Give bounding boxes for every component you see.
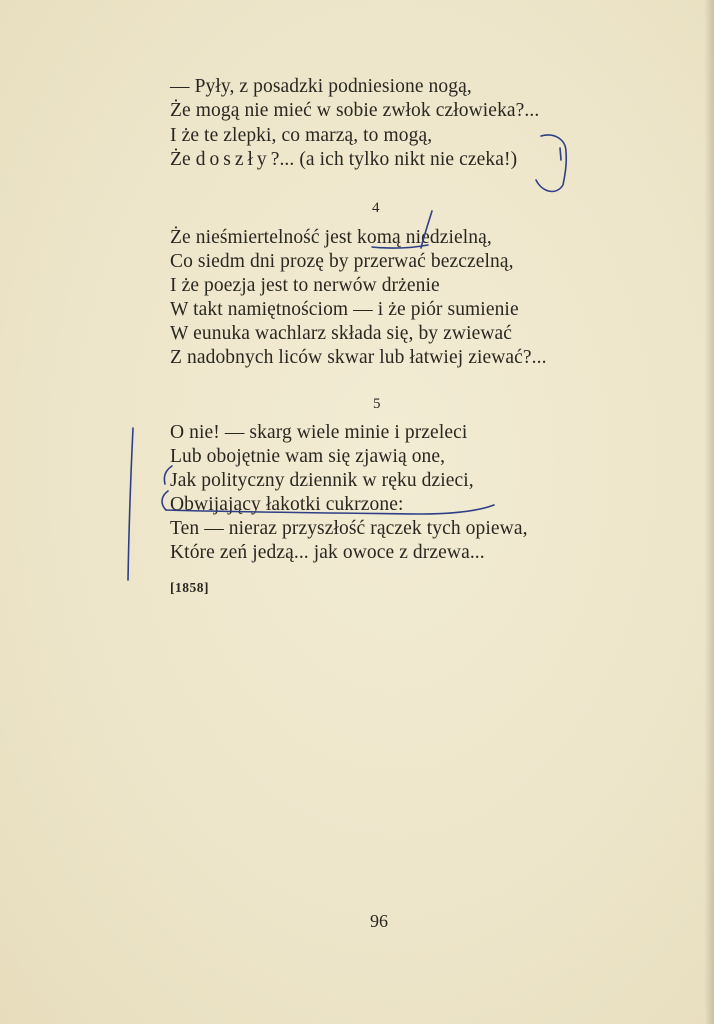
poem-line: Lub obojętnie wam się zjawią one, (170, 446, 446, 467)
tick-mark (560, 148, 561, 160)
poem-line: O nie! — skarg wiele minie i przeleci (170, 422, 468, 443)
poem-line: Z nadobnych liców skwar lub łatwiej ziewać?... (170, 347, 547, 368)
page-number: 96 (370, 911, 388, 931)
poem-line: Które zeń jedzą... jak owoce z drzewa... (170, 542, 485, 563)
poem-line: Jak polityczny dziennik w ręku dzieci, (170, 470, 474, 491)
poem-line: I że poezja jest to nerwów drżenie (170, 275, 440, 296)
section-number: 5 (373, 396, 381, 412)
poem-line-prefix: Że (170, 149, 191, 170)
section-number: 4 (372, 200, 380, 216)
poem-line: — Pyły, z posadzki podniesione nogą, (170, 76, 472, 97)
poem-line: Że nieśmiertelność jest komą niedzielną, (170, 227, 492, 248)
bracket-mark (536, 135, 566, 191)
poem-line (170, 148, 517, 172)
poem-date: [1858] (170, 580, 209, 595)
poem-line: Ten — nieraz przyszłość rączek tych opiewa, (170, 518, 528, 539)
poem-line-rest: ?... (a ich tylko nikt nie czeka!) (270, 149, 518, 170)
poem-line-spaced-word: doszły (195, 149, 271, 170)
poem-line: Obwijający łakotki cukrzone: (170, 494, 404, 515)
poem-line: W takt namiętnościom — i że piór sumienie (170, 299, 519, 320)
bracket-mark (162, 491, 168, 510)
poem-line: Że mogą nie mieć w sobie zwłok człowieka?... (170, 100, 540, 121)
page-edge-shadow (704, 0, 714, 1024)
poem-line: W eunuka wachlarz składa się, by zwiewać (170, 323, 513, 344)
margin-line (128, 428, 133, 580)
poem-line: Co siedm dni prozę by przerwać bezczelną, (170, 251, 514, 272)
poem-line: I że te zlepki, co marzą, to mogą, (170, 125, 433, 146)
